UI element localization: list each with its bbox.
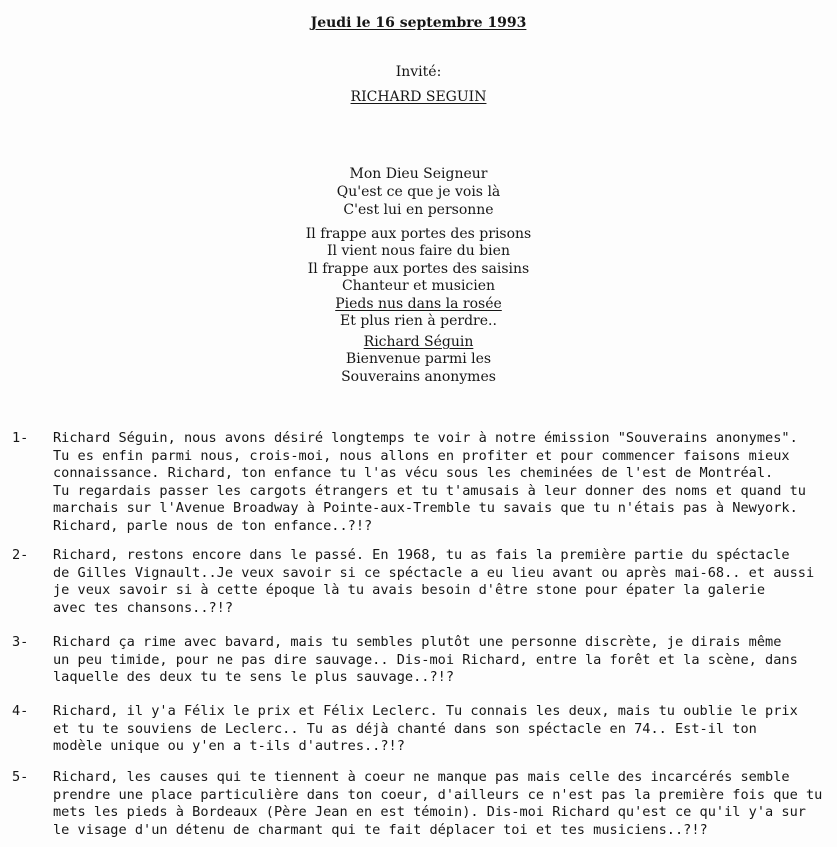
question-line: Richard, il y'a Félix le prix et Félix Leclerc. Tu connais les deux, mais tu oublie le prix — [53, 703, 798, 719]
question-4 — [12, 703, 834, 756]
question-line: Tu regardais passer les cargots étrangers et tu t'amusais à leur donner des noms et quand tu — [53, 482, 806, 499]
poem-line: Mon Dieu Seigneur — [349, 166, 488, 182]
question-line: prendre une place particulière dans ton coeur, d'ailleurs ce n'est pas la première fois que tu — [53, 786, 823, 803]
poem-line: Qu'est ce que je vois là — [336, 184, 501, 200]
question-line: marchais sur l'Avenue Broadway à Pointe-aux-Tremble tu savais que tu n'étais pas à Newyork. — [53, 500, 798, 517]
question-line: je veux savoir si à cette époque là tu avais besoin d'être stone pour épater la galerie — [53, 582, 766, 599]
question-number: 3- — [12, 634, 29, 650]
question-2 — [12, 547, 834, 617]
question-line: laquelle des deux tu te sens le plus sauvage..?!? — [53, 669, 455, 686]
guest-label: Invité: — [395, 64, 442, 80]
question-1 — [12, 430, 834, 536]
question-line: Richard, restons encore dans le passé. En 1968, tu as fais la première partie du spéctacle — [53, 547, 790, 563]
question-line: de Gilles Vignault..Je veux savoir si ce spéctacle a eu lieu avant ou après mai-68.. et aussi — [53, 564, 815, 581]
question-line: Tu es enfin parmi nous, crois-moi, nous allons en profiter et pour commencer faisons mieux — [53, 447, 790, 464]
question-5 — [12, 769, 834, 839]
poem-line: Et plus rien à perdre.. — [340, 313, 497, 329]
poem-line: Chanteur et musicien — [341, 278, 496, 294]
question-line: Richard Séguin, nous avons désiré longtemps te voir à notre émission "Souverains anonymes". — [53, 430, 798, 446]
poem-line: Il vient nous faire du bien — [327, 243, 510, 259]
document-date: Jeudi le 16 septembre 1993 — [310, 15, 527, 31]
question-line: un peu timide, pour ne pas dire sauvage.. Dis-moi Richard, entre la forêt et la scène, dans — [53, 651, 798, 668]
question-line: mets les pieds à Bordeaux (Père Jean en est témoin). Dis-moi Richard qu'est ce qu'il y'a sur — [53, 804, 806, 821]
poem-line: Il frappe aux portes des saisins — [307, 261, 530, 277]
poem-line: Bienvenue parmi les — [345, 351, 492, 367]
question-number: 2- — [12, 547, 29, 563]
question-line: le visage d'un détenu de charmant qui te fait déplacer toi et tes musiciens..?!? — [53, 821, 708, 838]
question-line: avec tes chansons..?!? — [53, 599, 234, 616]
question-number: 4- — [12, 703, 29, 719]
question-line: Richard ça rime avec bavard, mais tu sembles plutôt une personne discrète, je dirais même — [53, 634, 782, 650]
question-line: Richard, parle nous de ton enfance..?!? — [53, 517, 373, 534]
question-line: et tu te souviens de Leclerc.. Tu as déjà chanté dans son spéctacle en 74.. Est-il ton — [53, 720, 757, 737]
question-number: 1- — [12, 430, 29, 446]
poem-line: Pieds nus dans la rosée — [335, 296, 502, 312]
poem-line-signature: Richard Séguin — [363, 334, 474, 350]
question-3 — [12, 634, 834, 687]
guest-name: RICHARD SEGUIN — [350, 89, 487, 105]
question-line: connaissance. Richard, ton enfance tu l'as vécu sous les cheminées de l'est de Montréal. — [53, 465, 774, 482]
question-line: Richard, les causes qui te tiennent à coeur ne manque pas mais celle des incarcérés semble — [53, 769, 790, 785]
question-number: 5- — [12, 769, 29, 785]
question-line: modèle unique ou y'en a t-ils d'autres..?!? — [53, 738, 405, 755]
poem-line: Il frappe aux portes des prisons — [305, 226, 532, 242]
poem-line: C'est lui en personne — [343, 202, 494, 218]
poem-line: Souverains anonymes — [341, 369, 496, 385]
